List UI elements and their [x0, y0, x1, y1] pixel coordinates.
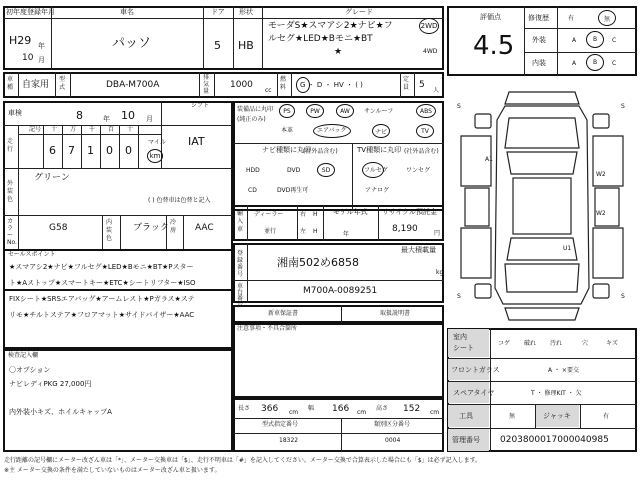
record-header: 記号: [29, 126, 42, 133]
class-no-header: 類別区分番号: [374, 421, 411, 428]
first-reg-era: H29: [9, 34, 32, 47]
recycle-unit: 円: [434, 230, 441, 237]
nav-cd: CD: [248, 187, 257, 194]
jack-value: 有: [603, 413, 610, 420]
ext-grade-c: C: [612, 37, 617, 44]
int-grade-c: C: [612, 60, 617, 67]
shift: IAT: [188, 135, 205, 148]
seat-burn: コゲ: [498, 340, 511, 347]
equip-abs: ABS: [416, 104, 436, 118]
equip-aw: AW: [336, 104, 354, 118]
sales-line-4: リモ★チルトステア★フロアマット★サイドバイザー★AAC: [9, 311, 195, 319]
side-label-rr: S: [621, 293, 625, 300]
class-no: 0004: [385, 437, 401, 444]
capacity-header: 定員: [403, 76, 410, 91]
import-header: 輸入車: [237, 210, 244, 233]
windshield-header: フロントガラス: [451, 366, 500, 374]
footer-line-1: 走行距離の記号欄にメーター改ざん車は「*」、メーター交換車は「$」、走行不明車は「#」を記入してください。メーター交換で合算表示した場合にも「$」は必ず記入します。: [4, 457, 482, 464]
mileage-digit: 6: [49, 144, 56, 157]
interior-grade-header: 内装: [532, 59, 546, 67]
capacity-unit: 人: [433, 87, 440, 94]
color-no-header: カラーNo.: [7, 218, 17, 246]
mileage-digit: 0: [106, 144, 113, 157]
fuel-circle-g: [296, 77, 310, 93]
first-reg-month: 10: [22, 53, 34, 63]
grade-header: グレード: [345, 8, 373, 16]
spare-opts: T ・ 修理KIT ・ 欠: [531, 390, 582, 397]
repair-header: 修復歴: [528, 14, 549, 22]
car-name: パッソ: [112, 36, 152, 51]
mileage-cell-divider: [43, 125, 44, 168]
tv-analog: アナログ: [365, 187, 390, 194]
ext-grade-a: A: [572, 37, 577, 44]
seat-header-1: 室内: [453, 333, 467, 341]
car-outline-svg: [447, 78, 637, 326]
car-name-header: 車名: [120, 8, 134, 16]
seat-stain: 汚れ: [550, 340, 563, 347]
first-reg-month-unit: 月: [38, 56, 45, 64]
damage-mark-a1: A1: [485, 156, 493, 163]
fuel-options: G ・ D ・ HV ・ ( ): [300, 81, 363, 89]
plate-header: 登録番号: [237, 250, 244, 278]
import-dealer: ディーラー: [254, 211, 284, 218]
inspection-month-unit: 月: [146, 115, 153, 123]
length-unit: cm: [289, 409, 299, 416]
tv-fullseg-label: フルセグ: [364, 167, 388, 174]
equip-pw: PW: [306, 104, 324, 118]
seat-tear: 破れ: [524, 340, 537, 347]
equip-ps: PS: [279, 104, 295, 118]
nav-dvd-playable: DVD再生可: [277, 187, 309, 194]
first-reg-year-unit: 年: [38, 42, 45, 50]
seat-hole: 穴: [582, 340, 589, 347]
sales-line-2: ト★Aストップ★スマートキー★ETC★シートリフター★ISO: [9, 279, 196, 287]
nav-dvd: DVD: [287, 167, 301, 174]
inspection-header: 車検: [8, 109, 22, 117]
mileage-digit-label: 万: [70, 126, 77, 133]
exterior-grade-header: 外装: [532, 36, 546, 44]
handle-left: 左: [300, 228, 307, 235]
type-no: 18322: [279, 437, 299, 444]
jack-header: ジャッキ: [543, 412, 571, 420]
equipment-subheader: (純正のみ): [237, 116, 266, 123]
tv-oneseg: ワンセグ: [406, 167, 431, 174]
repair-no-circled: 無: [598, 10, 616, 26]
displacement-header: 排気量: [203, 74, 210, 95]
side-label-fr: S: [621, 103, 625, 110]
max-load-label: 最大積載量: [401, 246, 436, 254]
recycle-value: 8,190: [392, 224, 418, 234]
model: DBA-M700A: [106, 80, 160, 90]
seat-header-2: シート: [453, 344, 474, 352]
mileage-digit: 1: [87, 144, 94, 157]
nav-type-sub: (社外品含む): [303, 148, 338, 155]
int-grade-a: A: [572, 60, 577, 67]
mileage-cell-divider: [62, 125, 63, 168]
equip-navi: ナビ: [372, 124, 390, 138]
ac: AAC: [195, 223, 214, 233]
inspector-box: [3, 349, 233, 452]
first-reg-header: 初年度登録年月: [6, 8, 55, 16]
fuel-header: 燃料: [280, 76, 287, 91]
mileage-cell-divider: [100, 125, 101, 168]
handle-right: 右: [300, 211, 307, 218]
mileage-header: 走行: [7, 138, 14, 153]
width-unit: cm: [357, 409, 367, 416]
mileage-unit-mile: マイル: [148, 139, 166, 146]
manage-no: 0203800017000040985: [500, 435, 609, 445]
equipment-header: 装備品に丸印: [237, 106, 274, 113]
displacement-unit: cc: [265, 87, 272, 94]
inspection-month: 10: [121, 109, 135, 122]
side-label-fl: S: [457, 103, 461, 110]
mileage-digit-label: 十: [51, 126, 58, 133]
notes-box: [233, 323, 444, 398]
docs-box: [233, 305, 444, 323]
interior-header: 内装色: [106, 219, 113, 242]
seat-scratch: キズ: [606, 340, 618, 347]
drive-4wd: 4WD: [423, 48, 438, 55]
ac-header: 冷房: [170, 219, 177, 234]
inspector-line-4: 内外装小キズ、ホイルキャップA: [9, 408, 112, 416]
length-header: 長さ: [238, 405, 251, 412]
vin-header: 車台番号: [237, 283, 244, 308]
car-type-header: 車種: [7, 76, 14, 91]
windshield-opts: A ・ ×要交: [548, 367, 579, 374]
mileage-digit: 7: [68, 144, 75, 157]
manage-header: 管理番号: [452, 436, 480, 444]
mileage-cell-divider: [119, 125, 120, 168]
drive-2wd-circled: 2WD: [419, 18, 439, 34]
damage-mark-u1: U1: [563, 245, 572, 252]
capacity: 5: [419, 80, 425, 90]
nav-sd-circled: SD: [317, 163, 335, 177]
damage-mark-w2-front: W2: [596, 171, 606, 178]
sales-line-3: FIXシート★SRSエアバッグ★アームレスト★Pガラス★ステ: [9, 295, 195, 303]
repair-yes: 有: [568, 15, 575, 22]
equip-tv: TV: [416, 124, 434, 138]
exterior-color-header: 外装色: [7, 180, 14, 203]
spare-header: スペアタイヤ: [453, 389, 495, 397]
door-header: ドア: [211, 8, 225, 16]
nav-type-header: ナビ種類に丸印: [262, 146, 311, 154]
notes-title: 注意事項・不具合箇所: [237, 325, 298, 332]
model-year-unit: 年: [343, 231, 350, 238]
mileage-unit-km-circled: km: [147, 149, 163, 163]
repaint-note: ( ) 色替車は色替と記入: [148, 197, 211, 204]
grade-line3: ★: [334, 47, 343, 57]
height: 152: [403, 404, 421, 414]
shape-header: 形状: [239, 8, 253, 16]
max-load-unit: kg: [436, 269, 444, 276]
int-grade-b-circled: B: [586, 54, 604, 71]
interior: ブラック: [133, 223, 169, 233]
mileage-digit-label: 百: [108, 126, 115, 133]
model-header: 型式: [59, 76, 66, 91]
manual: 取扱説明書: [380, 310, 411, 317]
inspection-year-unit: 年: [103, 115, 110, 123]
damage-mark-w2-rear: W2: [596, 210, 606, 217]
length: 366: [261, 404, 279, 414]
side-label-rl: S: [457, 293, 461, 300]
score-header: 評価点: [480, 13, 501, 21]
mileage-digit-label: 千: [89, 126, 96, 133]
type-no-header: 型式指定番号: [262, 421, 299, 428]
inspection-year: 8: [76, 109, 83, 122]
inspector-line-2: ナビレディPKG 27,000円: [9, 380, 92, 388]
damage-diagram: [447, 78, 637, 326]
exterior-color: グリーン: [34, 173, 70, 183]
grade-line1: モーダS★スマアシ2★ナビ★フ: [268, 21, 393, 31]
displacement: 1000: [230, 80, 253, 90]
handle-h-2: H: [313, 228, 318, 235]
import-parallel: 並行: [264, 228, 277, 235]
equip-leather: 本革: [281, 127, 294, 134]
car-type: 自家用: [22, 80, 50, 90]
doors: 5: [214, 39, 221, 52]
equip-airbag-label: エアバック: [317, 127, 347, 134]
mileage-cell-divider: [138, 125, 139, 168]
tools-value: 無: [509, 413, 516, 420]
equip-airbag-circle: [313, 124, 351, 138]
inspector-line-1: 〇オプション: [9, 366, 51, 374]
mileage-digit-label: 十: [127, 126, 134, 133]
handle-h-1: H: [313, 211, 318, 218]
score: 4.5: [473, 31, 515, 61]
width: 166: [332, 404, 350, 414]
model-year-label: モデル年式: [333, 208, 368, 216]
ext-grade-b-circled: B: [586, 31, 604, 48]
color-no: G58: [49, 223, 68, 233]
tv-type-header: TV種類に丸印: [357, 146, 402, 154]
tools-header: 工具: [459, 412, 473, 420]
tv-fullseg-circle: [362, 162, 384, 178]
warranty: 新車保証書: [268, 310, 299, 317]
inspector-title: 検査記入欄: [8, 352, 39, 359]
sales-points-title: セールスポイント: [8, 251, 56, 258]
sales-line-1: ★スマアシ2★ナビ★フルセグ★LED★Bモニ★BT★Pスター: [9, 263, 194, 271]
grade-line2: ルセグ★LED★Bモニ★BT: [268, 34, 373, 44]
shift-header: シフト: [191, 102, 210, 109]
plate: 湘南502め6858: [277, 256, 359, 269]
footer-line-2: ※主 メーター交換の条件を満たしていないものはメーター改ざん車と扱います。: [4, 467, 221, 474]
recycle-label: リサイクル預託金: [382, 208, 438, 216]
height-header: 高さ: [376, 405, 389, 412]
equip-sunroof: サンルーフ: [364, 108, 394, 115]
mileage-digit: 0: [125, 144, 132, 157]
nav-hdd: HDD: [246, 167, 260, 174]
tv-type-sub: (社外品含む): [404, 148, 439, 155]
width-header: 幅: [308, 405, 315, 412]
vin: M700A-0089251: [303, 286, 378, 296]
shape: HB: [238, 39, 254, 52]
height-unit: cm: [430, 409, 440, 416]
mileage-cell-divider: [81, 125, 82, 168]
